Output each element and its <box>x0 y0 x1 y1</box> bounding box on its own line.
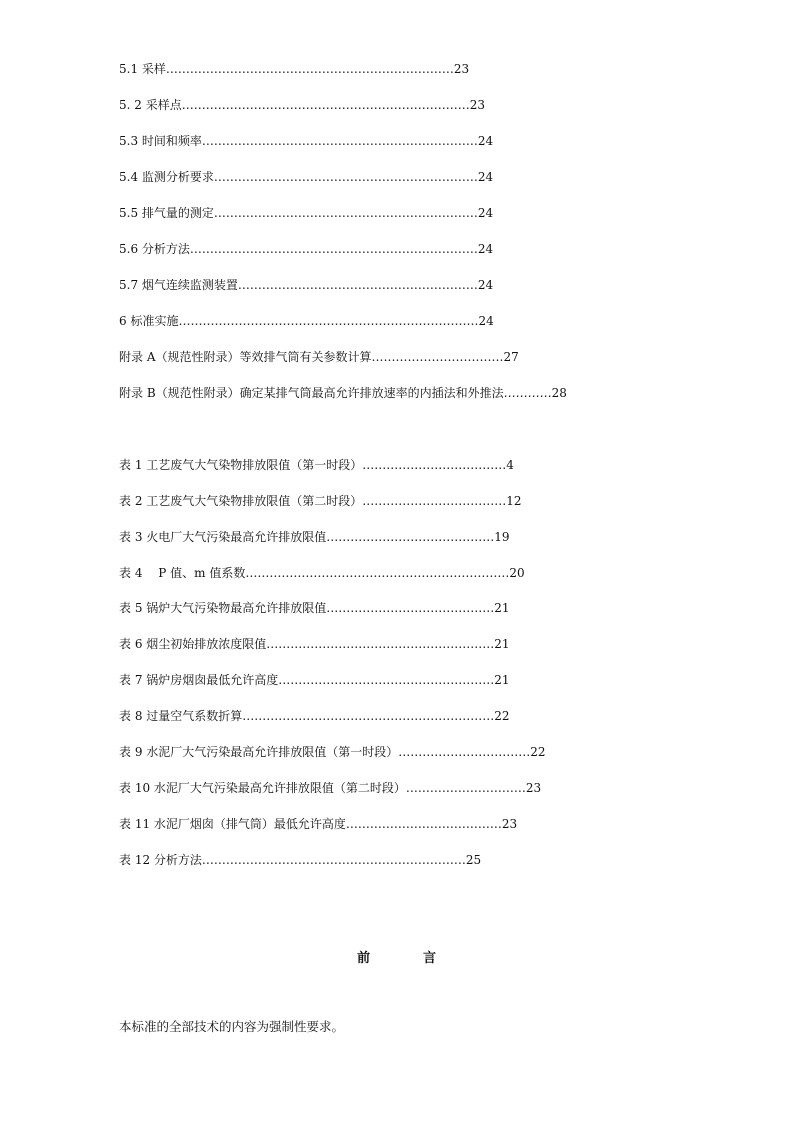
table-list-entry-11: 表 11 水泥厂烟囱（排气筒）最低允许高度…………………………………23 <box>119 817 518 831</box>
table-list-entry-2: 表 2 工艺废气大气染物排放限值（第二时段）………………………………12 <box>119 494 522 508</box>
foreword-heading: 前 言 <box>356 951 456 966</box>
foreword-paragraph: 本标准的全部技术的内容为强制性要求。 <box>119 1019 345 1034</box>
toc-entry-5-4: 5.4 监测分析要求…………………………………………………………24 <box>119 170 494 184</box>
table-list-entry-6: 表 6 烟尘初始排放浓度限值…………………………………………………21 <box>119 637 510 651</box>
table-list-entry-10: 表 10 水泥厂大气污染最高允许排放限值（第二时段）…………………………23 <box>119 781 542 795</box>
table-list-entry-4: 表 4 P 值、m 值系数…………………………………………………………20 <box>119 566 525 580</box>
toc-entry-appendix-a: 附录 A（规范性附录）等效排气筒有关参数计算……………………………27 <box>119 350 519 364</box>
table-list-entry-9: 表 9 水泥厂大气污染最高允许排放限值（第一时段）……………………………22 <box>119 745 546 759</box>
toc-entry-5-3: 5.3 时间和频率……………………………………………………………24 <box>119 134 494 148</box>
toc-entry-5-6: 5.6 分析方法………………………………………………………………24 <box>119 242 494 256</box>
table-list-entry-3: 表 3 火电厂大气污染最高允许排放限值……………………………………19 <box>119 530 510 544</box>
table-list-entry-8: 表 8 过量空气系数折算………………………………………………………22 <box>119 709 510 723</box>
toc-entry-6: 6 标准实施…………………………………………………………………24 <box>119 314 494 328</box>
toc-entry-5-2: 5. 2 采样点………………………………………………………………23 <box>119 98 485 112</box>
toc-entry-appendix-b: 附录 B（规范性附录）确定某排气筒最高允许排放速率的内插法和外推法…………28 <box>119 386 567 400</box>
toc-entry-5-1: 5.1 采样………………………………………………………………23 <box>119 62 470 76</box>
toc-entry-5-7: 5.7 烟气连续监测装置……………………………………………………24 <box>119 278 494 292</box>
toc-entry-5-5: 5.5 排气量的测定…………………………………………………………24 <box>119 206 494 220</box>
table-list-entry-12: 表 12 分析方法…………………………………………………………25 <box>119 853 482 867</box>
table-list-entry-5: 表 5 锅炉大气污染物最高允许排放限值……………………………………21 <box>119 601 510 615</box>
table-list-entry-7: 表 7 锅炉房烟囱最低允许高度………………………………………………21 <box>119 673 510 687</box>
table-list-entry-1: 表 1 工艺废气大气染物排放限值（第一时段）………………………………4 <box>119 458 514 472</box>
